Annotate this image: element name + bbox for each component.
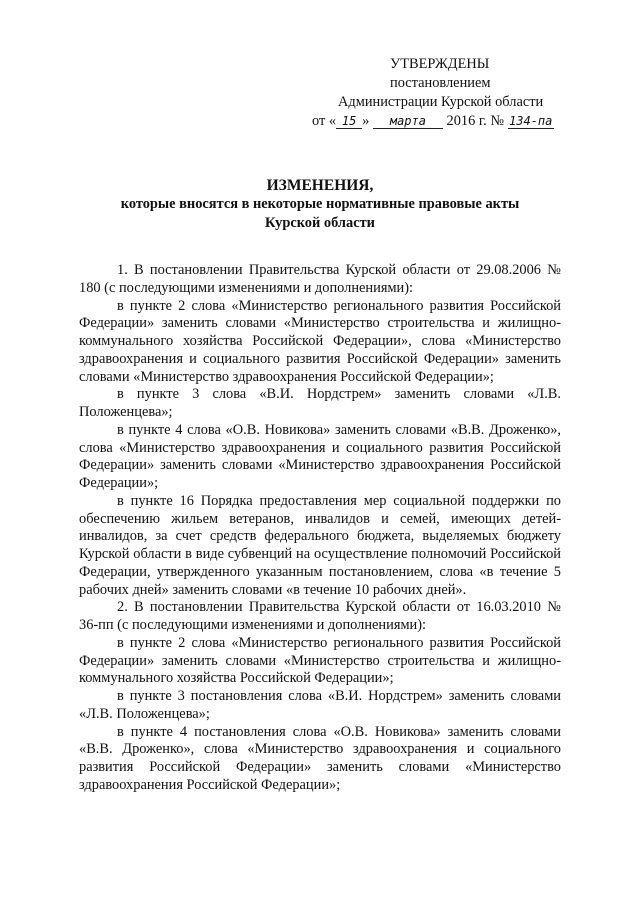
approval-stamp bbox=[310, 55, 610, 131]
paragraph: в пункте 4 слова «О.В. Новикова» заменить словами «В.В. Дроженко», слова «Министерство здравоохранения и социального развития Российской Федерации» заменить словами «Министерство здравоохранения Российской Федерации»; bbox=[79, 421, 561, 491]
approval-line-administration: Администрации Курской области bbox=[338, 94, 544, 110]
date-day-field: 15 bbox=[336, 115, 362, 129]
approval-date-line bbox=[310, 112, 610, 131]
date-month-field: марта bbox=[373, 115, 443, 129]
approval-title: УТВЕРЖДЕНЫ bbox=[390, 56, 490, 72]
title-heading: ИЗМЕНЕНИЯ, bbox=[266, 177, 374, 194]
paragraph: в пункте 16 Порядка предоставления мер социальной поддержки по обеспечению жильем ветеранов, инвалидов и семей, имеющих детей-инвалидов, за счет средств федерального бюджета, выделяемых бюджету Курской области в виде субвенций на осуществление полномочий Российской Федерации, утвержденного указанным постановлением, слова «в течение 5 рабочих дней» заменить словами «в течение 10 рабочих дней». bbox=[79, 492, 561, 598]
paragraph: в пункте 2 слова «Министерство регионального развития Российской Федерации» заменить словами «Министерство строительства и жилищно-коммунального хозяйства Российской Федерации», слова «Министерство здравоохранения и социального развития Российской Федерации» заменить словами «Министерство здравоохранения Российской Федерации»; bbox=[79, 297, 561, 385]
approval-line-decree: постановлением bbox=[390, 75, 491, 91]
date-prefix: от « bbox=[312, 113, 337, 129]
title-subtitle: которые вносятся в некоторые нормативные правовые акты bbox=[120, 196, 520, 212]
paragraph: в пункте 3 постановления слова «В.И. Нордстрем» заменить словами «Л.В. Положенцева»; bbox=[79, 688, 561, 722]
paragraph: 2. В постановлении Правительства Курской области от 16.03.2010 № 36-пп (с последующими изменениями и дополнениями): bbox=[79, 599, 561, 633]
title-region: Курской области bbox=[265, 215, 375, 231]
paragraph: в пункте 2 слова «Министерство регионального развития Российской Федерации» заменить словами «Министерство строительства и жилищно-коммунального хозяйства Российской Федерации»; bbox=[79, 634, 561, 687]
paragraph: в пункте 4 постановления слова «О.В. Новикова» заменить словами «В.В. Дроженко», слова «Министерство здравоохранения и социального развития Российской Федерации» заменить словами «Министерство здравоохранения Российской Федерации»; bbox=[79, 723, 561, 793]
document-number-field: 134-па bbox=[509, 114, 553, 128]
paragraph: в пункте 3 слова «В.И. Нордстрем» заменить словами «Л.В. Положенцева»; bbox=[79, 386, 561, 420]
document-body bbox=[79, 262, 561, 795]
date-day-close: » bbox=[362, 113, 370, 129]
paragraph: 1. В постановлении Правительства Курской области от 29.08.2006 № 180 (с последующими изменениями и дополнениями): bbox=[79, 262, 561, 296]
document-title bbox=[0, 176, 640, 233]
date-year-text: 2016 г. № bbox=[446, 113, 505, 129]
